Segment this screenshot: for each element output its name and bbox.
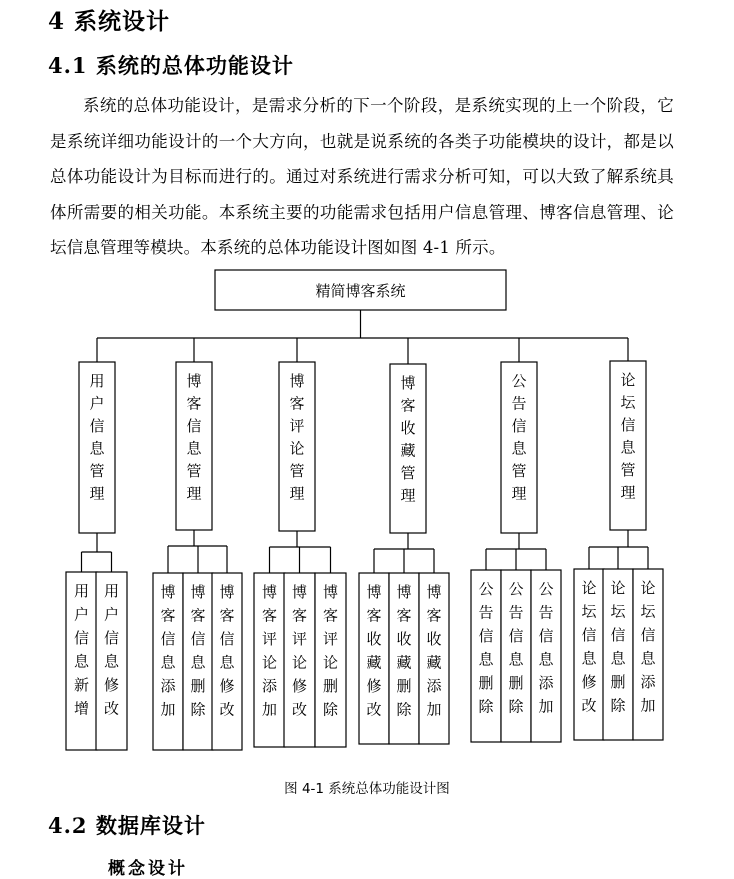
child-function-label: 博客评论修改: [291, 583, 308, 719]
child-function-label: 用户信息新增: [73, 582, 90, 718]
child-function-label: 公告信息删除: [508, 580, 524, 716]
root-label: 精简博客系统: [315, 282, 406, 300]
module-label: 博客评论管理: [289, 372, 305, 503]
figure-caption: 图 4-1 系统总体功能设计图: [284, 781, 450, 797]
child-function-label: 论坛信息修改: [581, 579, 597, 715]
subsection-heading-cut: 概念设计: [108, 859, 188, 879]
child-function-label: 博客信息删除: [190, 583, 206, 719]
module-label: 博客收藏管理: [400, 374, 416, 505]
child-function-label: 博客信息添加: [160, 583, 176, 719]
child-function-label: 博客收藏删除: [396, 583, 412, 719]
child-function-label: 博客收藏添加: [426, 583, 442, 719]
child-function-label: 公告信息删除: [478, 580, 494, 716]
section-heading-4-2: 4.2 数据库设计: [48, 813, 206, 838]
section-heading-4-1: 4.1 系统的总体功能设计: [48, 53, 294, 78]
child-function-label: 博客评论添加: [261, 583, 278, 719]
child-function-label: 论坛信息添加: [640, 579, 656, 715]
module-label: 论坛信息管理: [620, 371, 636, 502]
child-function-label: 博客评论删除: [322, 583, 339, 719]
body-paragraph: 系统的总体功能设计，是需求分析的下一个阶段，是系统实现的上一个阶段，它是系统详细功能设计的一个大方向，也就是说系统的各类子功能模块的设计，都是以总体功能设计为目标而进行的。通过对系统进行需求分析可知，可以大致了解系统具体所需要的相关功能。本系统主要的功能需求包括用户信息管理、博客信息管理、论坛信息管理等模块。本系统的总体功能设计图如图 4-1 所示。: [50, 96, 674, 257]
child-function-label: 公告信息添加: [538, 580, 554, 716]
module-label: 公告信息管理: [511, 372, 527, 503]
child-function-label: 论坛信息删除: [610, 579, 626, 715]
chapter-heading: 4 系统设计: [48, 8, 171, 35]
module-label: 博客信息管理: [186, 372, 202, 503]
child-function-label: 博客信息修改: [219, 583, 235, 719]
child-function-label: 博客收藏修改: [366, 583, 382, 719]
module-label: 用户信息管理: [89, 372, 105, 503]
child-function-label: 用户信息修改: [103, 582, 120, 718]
